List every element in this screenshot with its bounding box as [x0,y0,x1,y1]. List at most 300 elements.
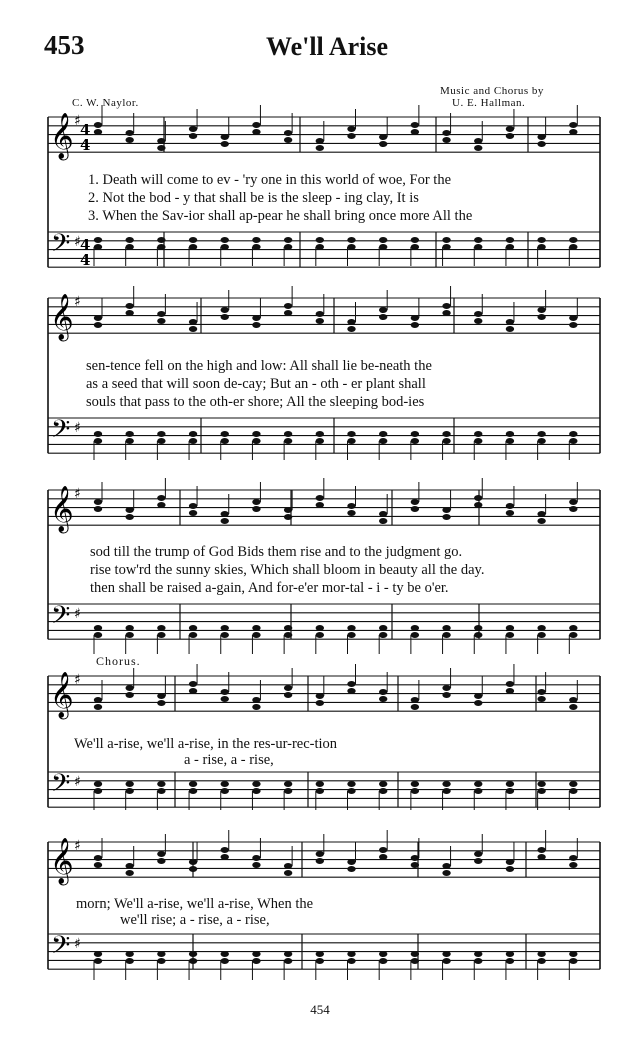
note-head [442,431,450,437]
note-head [252,122,260,128]
note-head [316,502,324,508]
note-head [221,141,229,147]
treble-clef-icon: 𝄞 [50,113,74,159]
note-head [411,855,419,861]
note-head [474,495,482,501]
note-head [474,431,482,437]
note-head [125,431,133,437]
note-head [347,688,355,694]
note-head [411,237,419,243]
note-head [189,431,197,437]
note-head [347,503,355,509]
words-credit: C. W. Naylor. [72,97,139,109]
note-head [252,788,260,794]
note-head [506,326,514,332]
treble-clef-icon: 𝄞 [50,486,74,532]
note-head [252,951,260,957]
note-head [537,438,545,444]
note-head [252,781,260,787]
note-head [189,510,197,516]
note-head [347,632,355,638]
note-head [569,704,577,710]
note-head [379,951,387,957]
note-head [221,314,229,320]
note-head [474,244,482,250]
note-head [347,126,355,132]
note-head [157,851,165,857]
note-head [221,307,229,313]
note-head [221,788,229,794]
music-credit-line2: U. E. Hallman. [452,97,526,109]
note-head [157,431,165,437]
note-head [347,951,355,957]
note-head [252,855,260,861]
note-head [347,510,355,516]
note-head [221,781,229,787]
note-head [442,781,450,787]
note-head [442,507,450,513]
note-head [221,511,229,517]
note-head [221,854,229,860]
note-head [284,863,292,869]
sharp-icon: ♯ [74,606,81,622]
note-head [94,632,102,638]
note-head [347,319,355,325]
note-head [474,851,482,857]
note-head [537,781,545,787]
note-head [442,958,450,964]
note-head [189,237,197,243]
note-head [189,688,197,694]
note-head [189,126,197,132]
note-head [411,438,419,444]
note-head [316,851,324,857]
note-head [537,244,545,250]
lyric-line: rise tow'rd the sunny skies, Which shall bloom in beauty all the day. [90,562,485,578]
note-head [157,495,165,501]
note-head [94,438,102,444]
note-head [442,130,450,136]
lyric-line: a - rise, a - rise, [184,752,274,768]
time-signature: 4 [80,251,91,269]
note-head [94,237,102,243]
note-head [537,625,545,631]
note-head [125,438,133,444]
note-head [379,696,387,702]
note-head [379,134,387,140]
note-head [252,697,260,703]
note-head [189,951,197,957]
note-head [347,866,355,872]
note-head [569,958,577,964]
note-head [379,632,387,638]
note-head [284,137,292,143]
note-head [157,788,165,794]
note-head [157,632,165,638]
note-head [442,870,450,876]
note-head [474,693,482,699]
note-head [347,781,355,787]
note-head [316,958,324,964]
note-head [94,506,102,512]
note-head [284,237,292,243]
note-head [157,438,165,444]
note-head [347,431,355,437]
note-head [94,431,102,437]
note-head [94,704,102,710]
note-head [506,781,514,787]
hymn-number: 453 [44,30,85,60]
note-head [569,862,577,868]
note-head [157,244,165,250]
bass-clef-icon: 𝄢 [51,601,71,636]
sharp-icon: ♯ [74,672,81,688]
note-head [221,518,229,524]
note-head [537,951,545,957]
note-head [157,311,165,317]
note-head [442,310,450,316]
note-head [474,858,482,864]
note-head [316,858,324,864]
note-head [125,137,133,143]
sharp-icon: ♯ [74,294,81,310]
lyric-line: 1. Death will come to ev - 'ry one in this world of woe, For the [88,172,452,188]
note-head [125,237,133,243]
bass-clef-icon: 𝄢 [51,229,71,264]
lyric-line: we'll rise; a - rise, a - rise, [120,912,270,928]
bass-clef-icon: 𝄢 [51,769,71,804]
note-head [189,319,197,325]
note-head [94,781,102,787]
note-head [569,237,577,243]
note-head [94,625,102,631]
note-head [252,438,260,444]
note-head [411,315,419,321]
note-head [189,133,197,139]
note-head [379,958,387,964]
note-head [379,854,387,860]
note-head [284,130,292,136]
note-head [569,129,577,135]
note-head [157,958,165,964]
note-head [442,692,450,698]
note-head [125,507,133,513]
note-head [284,781,292,787]
note-head [442,788,450,794]
note-head [347,326,355,332]
note-head [157,951,165,957]
note-head [474,502,482,508]
note-head [537,696,545,702]
note-head [252,431,260,437]
note-head [94,951,102,957]
note-head [569,697,577,703]
time-signature: 4 [80,136,91,154]
sharp-icon: ♯ [74,774,81,790]
note-head [379,511,387,517]
note-head [157,781,165,787]
bass-clef-icon: 𝄢 [51,415,71,450]
note-head [411,499,419,505]
page-number: 454 [310,1002,330,1017]
note-head [506,237,514,243]
note-head [125,632,133,638]
note-head [157,138,165,144]
note-head [506,951,514,957]
note-head [189,781,197,787]
time-signature: 4 [80,236,91,254]
sharp-icon: ♯ [74,234,81,250]
note-head [252,244,260,250]
note-head [537,689,545,695]
note-head [569,315,577,321]
treble-clef-icon: 𝄞 [50,294,74,340]
note-head [379,314,387,320]
note-head [221,958,229,964]
note-head [284,951,292,957]
note-head [189,788,197,794]
note-head [252,632,260,638]
treble-clef-icon: 𝄞 [50,838,74,884]
note-head [316,781,324,787]
note-head [189,326,197,332]
note-head [569,951,577,957]
note-head [347,681,355,687]
note-head [537,511,545,517]
hymn-title: We'll Arise [266,32,389,61]
sharp-icon: ♯ [74,486,81,502]
note-head [347,244,355,250]
note-head [506,632,514,638]
note-head [537,847,545,853]
note-head [474,311,482,317]
note-head [284,958,292,964]
note-head [537,958,545,964]
note-head [221,847,229,853]
note-head [411,244,419,250]
note-head [125,863,133,869]
note-head [189,625,197,631]
note-head [316,318,324,324]
note-head [316,788,324,794]
note-head [125,788,133,794]
note-head [379,237,387,243]
note-head [474,951,482,957]
lyric-line: We'll a-rise, we'll a-rise, in the res-ur-rec-tion [74,736,338,752]
note-head [569,244,577,250]
note-head [189,859,197,865]
note-head [284,514,292,520]
note-head [157,625,165,631]
note-head [252,322,260,328]
note-head [316,700,324,706]
note-head [379,438,387,444]
note-head [125,625,133,631]
note-head [442,632,450,638]
note-head [221,625,229,631]
note-head [379,307,387,313]
note-head [189,632,197,638]
note-head [569,632,577,638]
note-head [411,958,419,964]
note-head [537,854,545,860]
note-head [474,625,482,631]
note-head [506,688,514,694]
note-head [537,632,545,638]
note-head [221,438,229,444]
note-head [94,499,102,505]
note-head [125,310,133,316]
music-credit-line1: Music and Chorus by [440,85,544,97]
note-head [411,625,419,631]
note-head [379,847,387,853]
note-head [284,303,292,309]
note-head [316,244,324,250]
note-head [157,700,165,706]
note-head [411,704,419,710]
note-head [569,322,577,328]
lyric-line: 3. When the Sav-ior shall ap-pear he shall bring once more All the [88,208,473,224]
note-head [252,625,260,631]
note-head [316,693,324,699]
note-head [379,141,387,147]
note-head [379,431,387,437]
note-head [221,951,229,957]
note-head [157,318,165,324]
note-head [221,689,229,695]
treble-clef-icon: 𝄞 [50,672,74,718]
note-head [252,129,260,135]
note-head [379,625,387,631]
note-head [347,625,355,631]
note-head [284,244,292,250]
note-head [474,237,482,243]
note-head [474,788,482,794]
note-head [347,438,355,444]
note-head [569,855,577,861]
note-head [347,133,355,139]
note-head [411,122,419,128]
note-head [157,145,165,151]
note-head [94,958,102,964]
note-head [316,951,324,957]
note-head [157,502,165,508]
note-head [347,237,355,243]
note-head [569,438,577,444]
note-head [569,122,577,128]
chorus-label: Chorus. [96,654,141,668]
note-head [94,315,102,321]
note-head [411,697,419,703]
note-head [411,632,419,638]
note-head [411,788,419,794]
note-head [94,244,102,250]
note-head [252,704,260,710]
note-head [316,138,324,144]
note-head [506,431,514,437]
note-head [125,685,133,691]
note-head [252,499,260,505]
note-head [284,431,292,437]
lyric-line: then shall be raised a-gain, And for-e'er mor-tal - i - ty be o'er. [90,580,449,596]
note-head [284,507,292,513]
note-head [252,862,260,868]
note-head [506,958,514,964]
note-head [379,689,387,695]
note-head [252,315,260,321]
note-head [94,788,102,794]
note-head [316,311,324,317]
note-head [474,318,482,324]
note-head [537,431,545,437]
note-head [316,431,324,437]
note-head [442,438,450,444]
note-head [474,632,482,638]
note-head [94,322,102,328]
note-head [474,781,482,787]
note-head [506,244,514,250]
note-head [379,244,387,250]
note-head [506,859,514,865]
note-head [506,681,514,687]
note-head [442,863,450,869]
note-head [506,126,514,132]
note-head [284,438,292,444]
note-head [442,951,450,957]
note-head [442,625,450,631]
note-head [569,781,577,787]
lyric-line: sod till the trump of God Bids them rise and to the judgment go. [90,544,463,560]
note-head [506,625,514,631]
note-head [569,499,577,505]
note-head [125,692,133,698]
note-head [157,693,165,699]
note-head [411,862,419,868]
note-head [379,518,387,524]
note-head [189,244,197,250]
note-head [284,692,292,698]
note-head [442,514,450,520]
note-head [189,438,197,444]
note-head [221,431,229,437]
sharp-icon: ♯ [74,936,81,952]
lyric-line: sen-tence fell on the high and low: All shall lie be-neath the [86,358,432,374]
note-head [411,951,419,957]
note-head [94,129,102,135]
note-head [569,431,577,437]
note-head [157,237,165,243]
note-head [442,303,450,309]
lyric-line: souls that pass to the oth-er shore; All the sleeping bod-ies [86,394,425,410]
note-head [94,122,102,128]
time-signature: 4 [80,121,91,139]
note-head [94,697,102,703]
sharp-icon: ♯ [74,113,81,129]
lyric-line: as a seed that will soon de-cay; But an - oth - er plant shall [86,376,426,392]
note-head [442,237,450,243]
note-head [506,319,514,325]
note-head [411,781,419,787]
note-head [252,506,260,512]
note-head [125,870,133,876]
note-head [506,866,514,872]
note-head [189,866,197,872]
note-head [474,438,482,444]
note-head [411,506,419,512]
note-head [411,431,419,437]
note-head [537,518,545,524]
note-head [189,503,197,509]
